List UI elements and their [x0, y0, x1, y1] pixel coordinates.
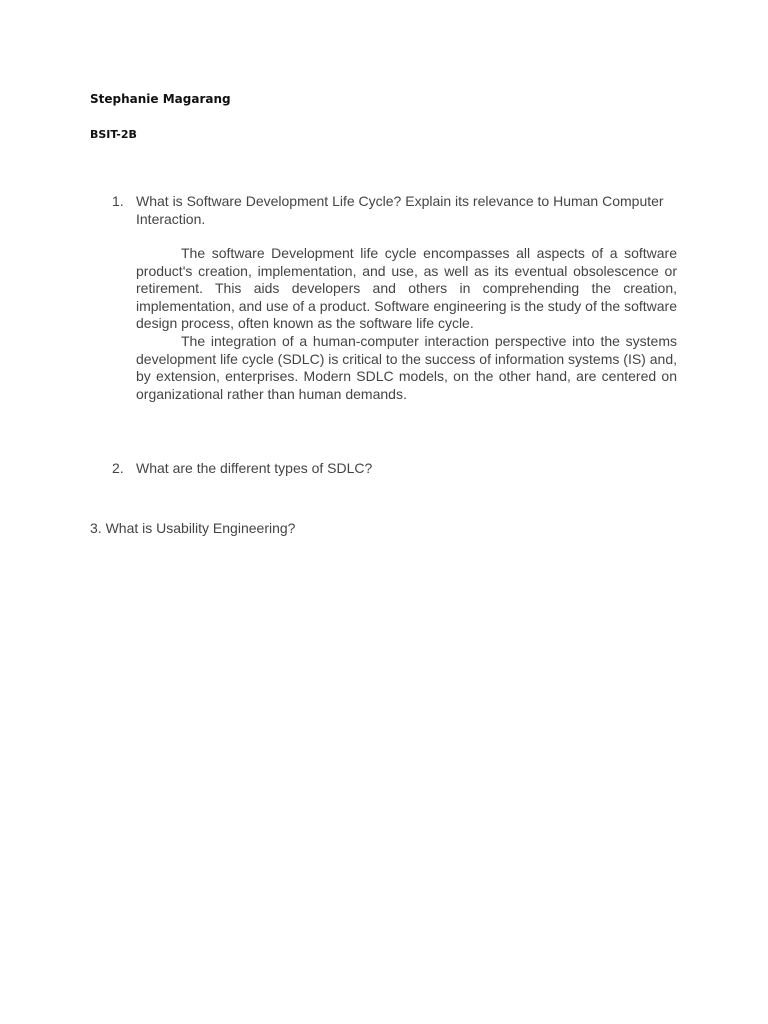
- question-2-number: 2.: [112, 460, 124, 476]
- author-name: Stephanie Magarang: [90, 92, 231, 106]
- question-3: [90, 519, 295, 537]
- question-1-text: What is Software Development Life Cycle? Explain its relevance to Human Computer Interaction.: [136, 193, 664, 227]
- question-3-text: What is Usability Engineering?: [105, 520, 296, 536]
- question-3-number: 3.: [90, 520, 102, 536]
- class-section: BSIT-2B: [90, 128, 137, 141]
- answer-paragraph-2: The integration of a human-computer interaction perspective into the systems development life cycle (SDLC) is critical to the success of information systems (IS) and, by extension, enterprises. Modern SDLC models, on the other hand, are centered on organizational rather than human demands.: [136, 332, 677, 402]
- question-1-answer: [136, 245, 677, 403]
- question-2-text: What are the different types of SDLC?: [136, 460, 373, 476]
- question-1-number: 1.: [112, 193, 124, 209]
- answer-paragraph-1: The software Development life cycle encompasses all aspects of a software product's creation, implementation, and use, as well as its eventual obsolescence or retirement. This aids developers and others in comprehending the creation, implementation, and use of a product. Software engineering is the study of the software design process, often known as the software life cycle.: [136, 245, 677, 332]
- question-2: [112, 459, 682, 477]
- question-1: [112, 192, 682, 228]
